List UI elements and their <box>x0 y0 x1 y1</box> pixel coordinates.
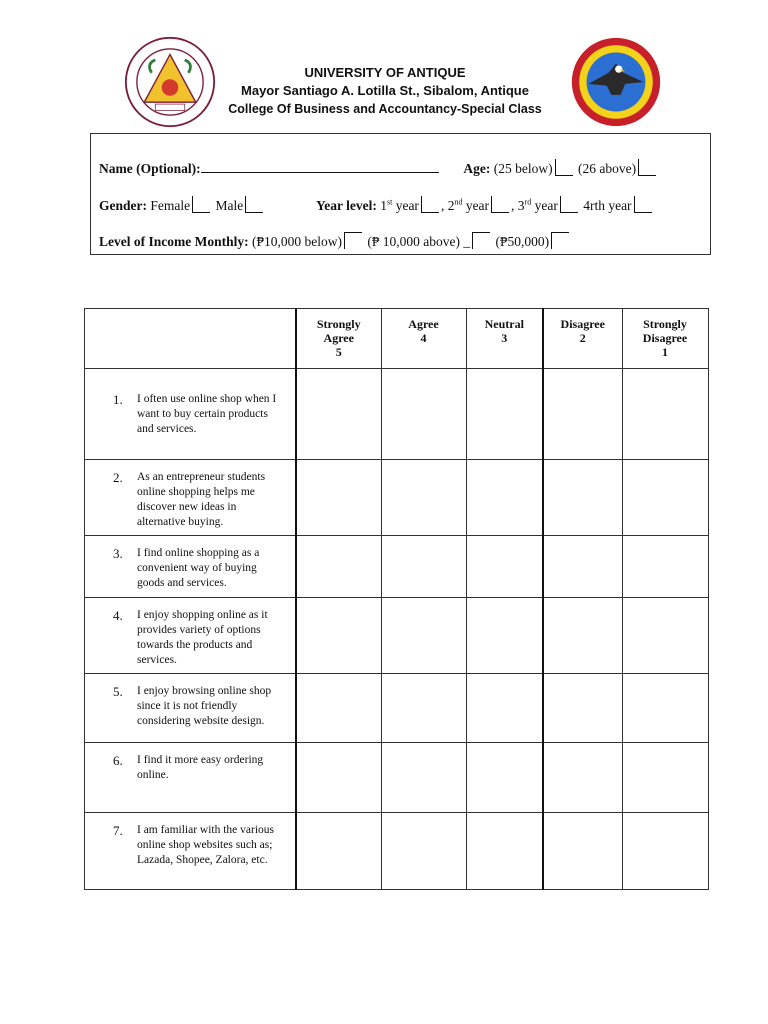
rating-cell-neutral[interactable] <box>466 598 543 674</box>
rating-cell-neutral[interactable] <box>466 674 543 743</box>
gender-female-label: Female <box>150 198 191 213</box>
rating-cell-strongly-disagree[interactable] <box>622 743 708 813</box>
statement-text: I find online shopping as a convenient way of buying goods and services. <box>137 547 260 589</box>
statement-cell <box>85 743 297 813</box>
rating-cell-strongly-agree[interactable] <box>296 536 381 598</box>
statement-number: 3. <box>113 546 123 561</box>
statement-cell <box>85 674 297 743</box>
income-below-10000-checkbox[interactable] <box>344 232 362 249</box>
rating-cell-strongly-agree[interactable] <box>296 598 381 674</box>
statement-text: I enjoy browsing online shop since it is not friendly considering website design. <box>137 685 272 727</box>
rating-cell-strongly-disagree[interactable] <box>622 536 708 598</box>
statement-text: As an entrepreneur students online shopping helps me discover new ideas in alternative buying. <box>137 471 266 528</box>
year-2-checkbox[interactable] <box>491 196 509 213</box>
rating-cell-strongly-disagree[interactable] <box>622 460 708 536</box>
document-header <box>200 64 570 118</box>
statement-text: I enjoy shopping online as it provides variety of options towards the products and services. <box>137 609 268 666</box>
gender-year-row: Gender: Female Male Year level: 1st year , 2nd year , 3rd year 4rth year <box>99 196 654 214</box>
eagle-seal-icon <box>570 36 662 128</box>
statement-cell <box>85 536 297 598</box>
rating-cell-agree[interactable] <box>381 460 466 536</box>
rating-cell-agree[interactable] <box>381 813 466 890</box>
rating-cell-strongly-agree[interactable] <box>296 369 381 460</box>
statement-number: 1. <box>113 392 123 407</box>
rating-cell-strongly-disagree[interactable] <box>622 674 708 743</box>
table-row <box>85 743 709 813</box>
rating-cell-strongly-agree[interactable] <box>296 460 381 536</box>
rating-cell-neutral[interactable] <box>466 743 543 813</box>
age-option-26-above: (26 above) <box>577 161 637 176</box>
year-3-label: 3rd year <box>517 197 558 213</box>
rating-cell-neutral[interactable] <box>466 369 543 460</box>
name-age-row <box>99 159 658 177</box>
table-row <box>85 813 709 890</box>
rating-cell-disagree[interactable] <box>543 743 622 813</box>
respondent-info-box <box>90 133 711 255</box>
survey-table <box>84 308 709 890</box>
rating-cell-strongly-agree[interactable] <box>296 674 381 743</box>
rating-cell-strongly-disagree[interactable] <box>622 369 708 460</box>
income-label: Level of Income Monthly: <box>99 234 249 249</box>
statement-text: I am familiar with the various online shop websites such as; Lazada, Shopee, Zalora, etc. <box>137 824 275 866</box>
statement-cell <box>85 369 297 460</box>
table-row <box>85 536 709 598</box>
column-neutral: Neutral 3 <box>466 309 543 369</box>
rating-cell-agree[interactable] <box>381 743 466 813</box>
statement-cell <box>85 598 297 674</box>
income-option-below-10000: (₱10,000 below) <box>251 234 342 249</box>
statement-number: 2. <box>113 470 123 485</box>
age-label: Age: <box>463 161 491 176</box>
year-4-checkbox[interactable] <box>634 196 652 213</box>
year-level-label: Year level: <box>316 198 377 213</box>
rating-cell-disagree[interactable] <box>543 460 622 536</box>
gender-male-label: Male <box>215 198 244 213</box>
column-strongly-disagree: Strongly Disagree 1 <box>622 309 708 369</box>
table-row <box>85 369 709 460</box>
rating-cell-agree[interactable] <box>381 369 466 460</box>
rating-cell-neutral[interactable] <box>466 460 543 536</box>
year-2-label: 2nd year <box>447 197 490 213</box>
table-row <box>85 460 709 536</box>
statement-number: 7. <box>113 823 123 838</box>
statement-text: I find it more easy ordering online. <box>137 754 264 781</box>
income-row: Level of Income Monthly: (₱10,000 below) (₱ 10,000 above) _ (₱50,000) <box>99 232 571 250</box>
column-disagree: Disagree 2 <box>543 309 622 369</box>
statement-number: 4. <box>113 608 123 623</box>
gender-female-checkbox[interactable] <box>192 196 210 213</box>
rating-cell-disagree[interactable] <box>543 813 622 890</box>
statement-number: 6. <box>113 753 123 768</box>
rating-cell-strongly-disagree[interactable] <box>622 813 708 890</box>
age-option-25-below: (25 below) <box>493 161 553 176</box>
rating-cell-strongly-agree[interactable] <box>296 743 381 813</box>
rating-cell-neutral[interactable] <box>466 813 543 890</box>
name-field[interactable] <box>201 159 439 173</box>
gender-label: Gender: <box>99 198 147 213</box>
age-26-above-checkbox[interactable] <box>638 159 656 176</box>
table-header-row <box>85 309 709 369</box>
name-label: Name (Optional): <box>99 161 201 176</box>
year-3-checkbox[interactable] <box>560 196 578 213</box>
statement-number: 5. <box>113 684 123 699</box>
gender-male-checkbox[interactable] <box>245 196 263 213</box>
income-50000-checkbox[interactable] <box>551 232 569 249</box>
year-1-label: 1st year <box>380 197 419 213</box>
rating-cell-strongly-agree[interactable] <box>296 813 381 890</box>
rating-cell-disagree[interactable] <box>543 598 622 674</box>
university-name: UNIVERSITY OF ANTIQUE <box>304 65 466 80</box>
statement-header <box>85 309 297 369</box>
income-option-above-10000: (₱ 10,000 above) <box>367 234 460 249</box>
rating-cell-agree[interactable] <box>381 674 466 743</box>
statement-cell <box>85 813 297 890</box>
rating-cell-strongly-disagree[interactable] <box>622 598 708 674</box>
column-agree: Agree 4 <box>381 309 466 369</box>
column-strongly-agree: Strongly Agree 5 <box>296 309 381 369</box>
university-address: Mayor Santiago A. Lotilla St., Sibalom, Antique <box>241 83 529 98</box>
rating-cell-disagree[interactable] <box>543 369 622 460</box>
statement-cell <box>85 460 297 536</box>
rating-cell-agree[interactable] <box>381 598 466 674</box>
year-1-checkbox[interactable] <box>421 196 439 213</box>
income-above-10000-checkbox[interactable] <box>472 232 490 249</box>
rating-cell-agree[interactable] <box>381 536 466 598</box>
age-25-below-checkbox[interactable] <box>555 159 573 176</box>
year-4-label: 4rth year <box>583 198 632 213</box>
rating-cell-neutral[interactable] <box>466 536 543 598</box>
income-option-50000: (₱50,000) <box>495 234 550 249</box>
rating-cell-disagree[interactable] <box>543 674 622 743</box>
table-row <box>85 598 709 674</box>
table-row <box>85 674 709 743</box>
college-name: College Of Business and Accountancy-Special Class <box>228 102 542 116</box>
statement-text: I often use online shop when I want to buy certain products and services. <box>137 393 277 435</box>
rating-cell-disagree[interactable] <box>543 536 622 598</box>
